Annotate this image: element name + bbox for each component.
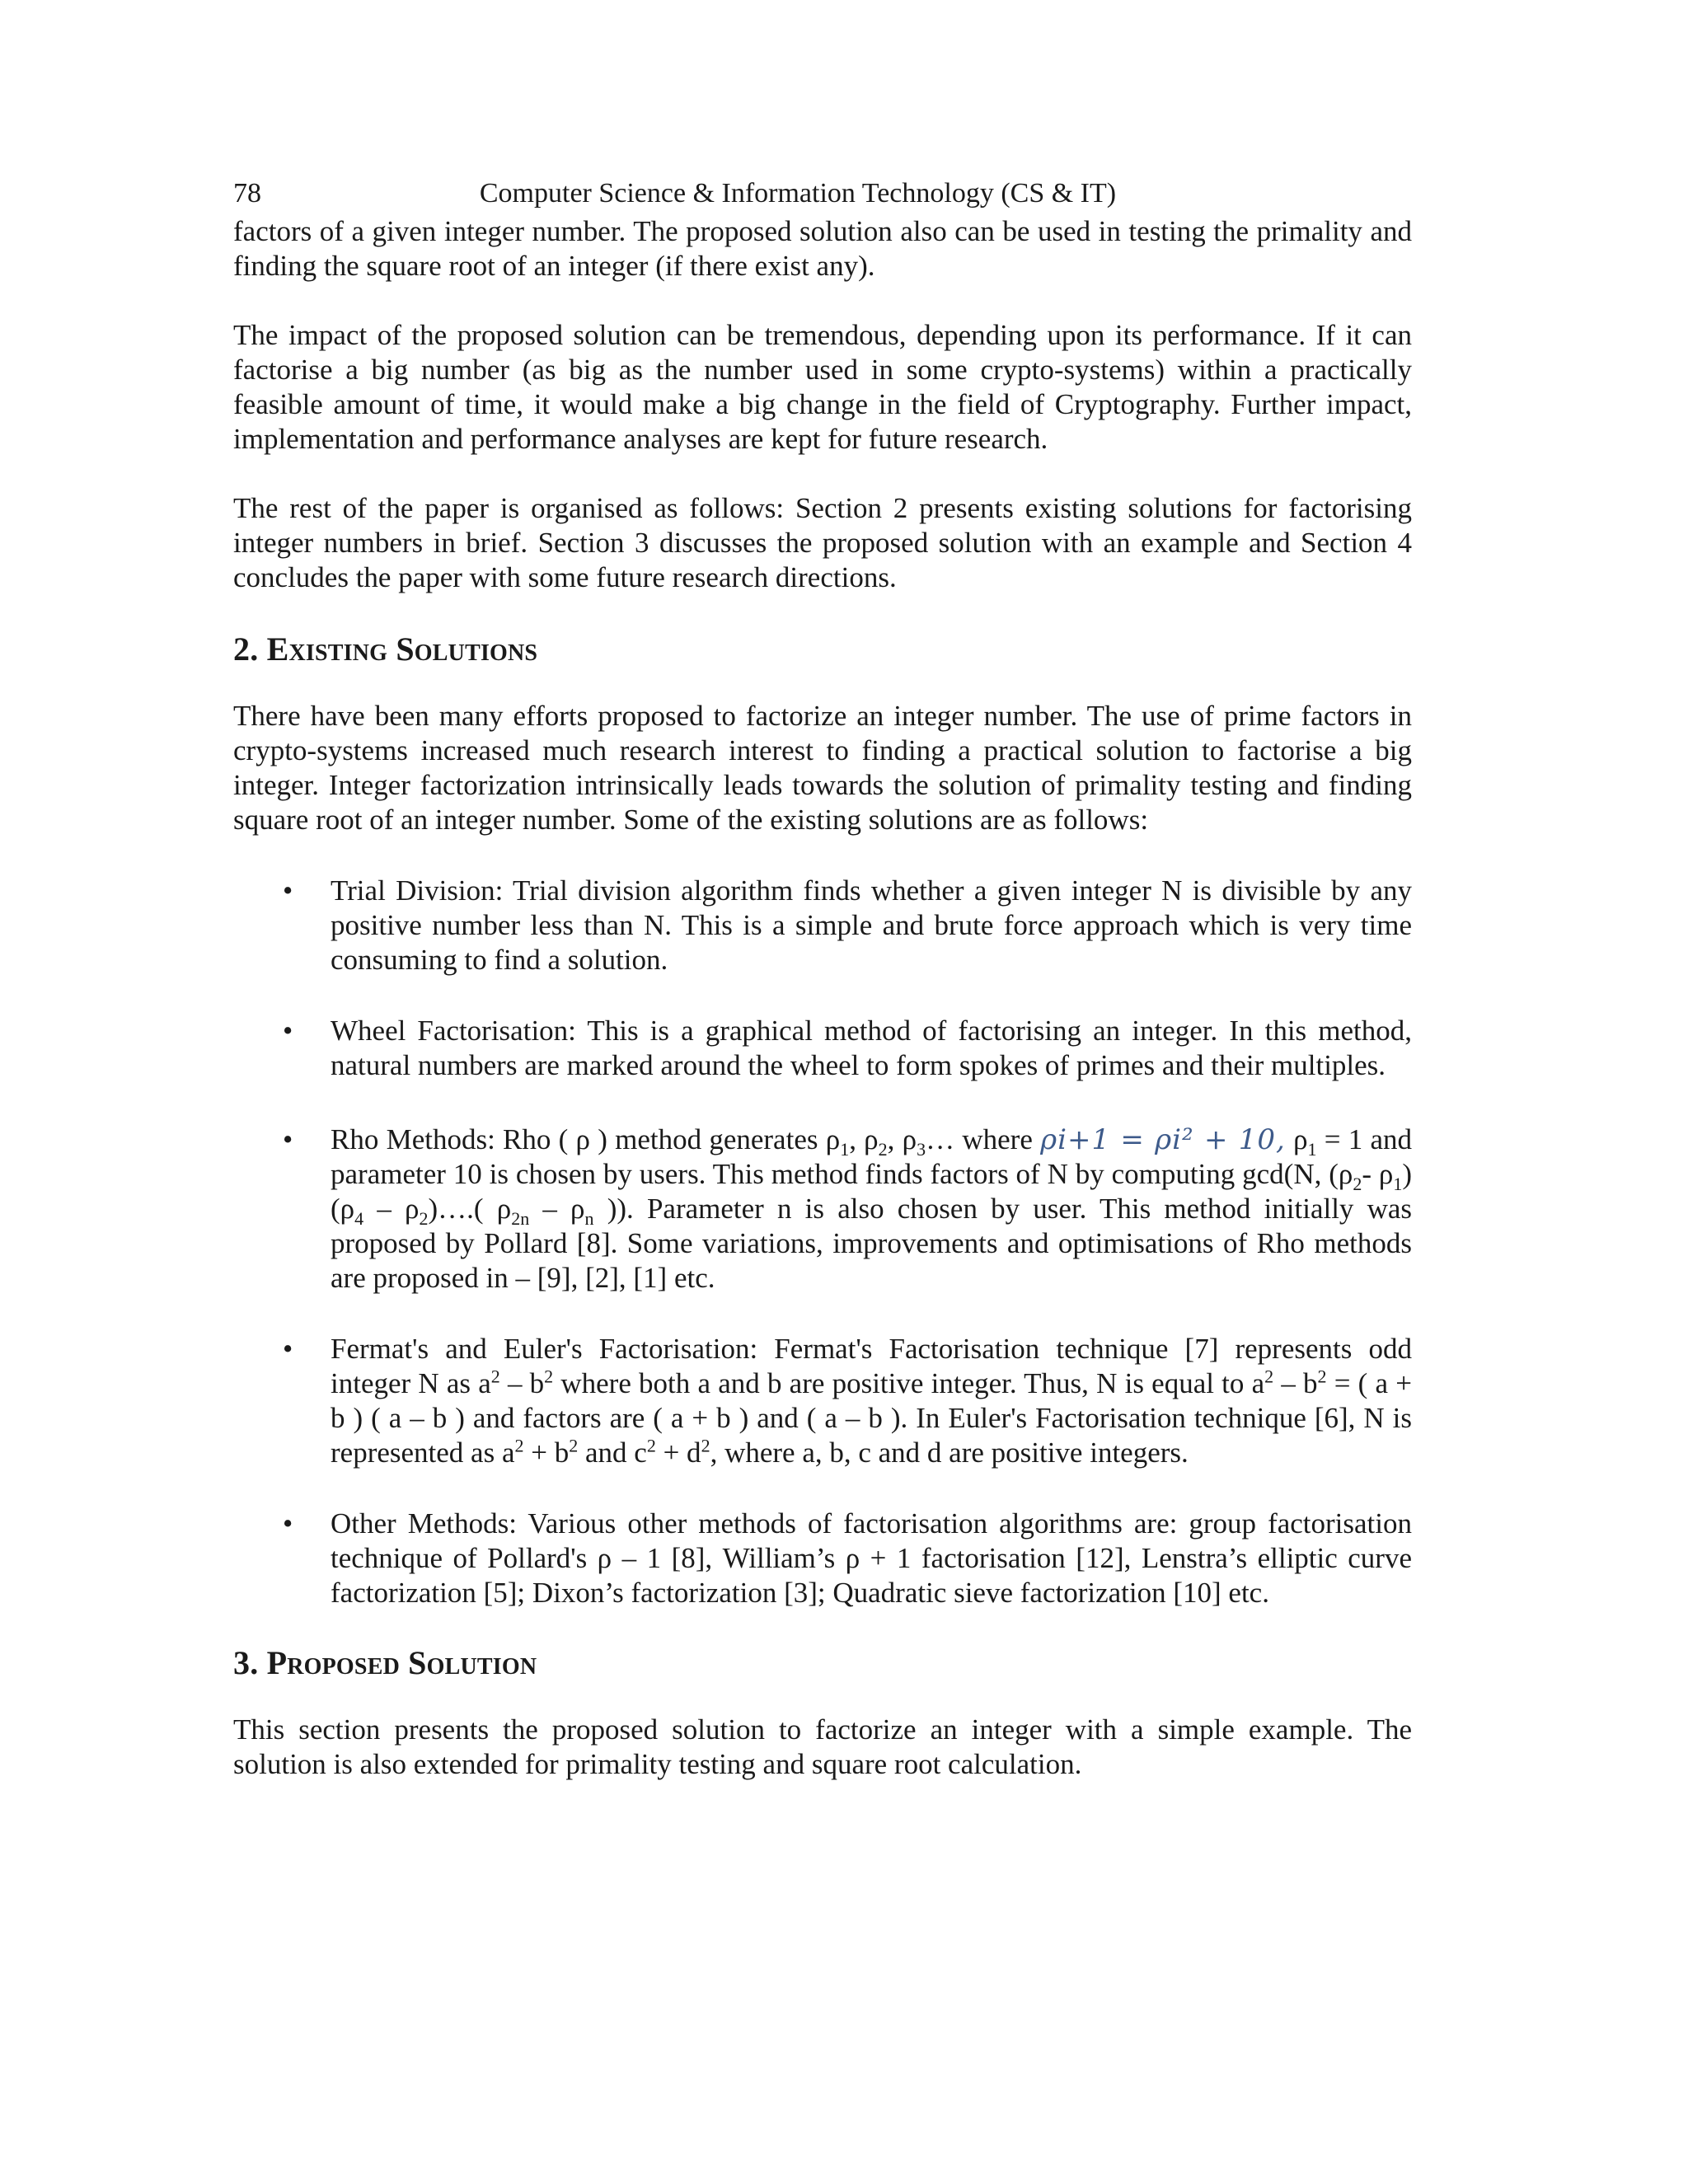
bullet-icon: •: [283, 1015, 293, 1047]
intro-paragraph-3: The rest of the paper is organised as follows: Section 2 presents existing solutions for factorising integer numbers in brief. Section 3 discusses the proposed solution with an example and Section 4 concludes the paper with some future research directions.: [233, 492, 1412, 593]
bullet-icon: •: [283, 874, 293, 907]
bullet-icon: •: [283, 1333, 293, 1365]
section-2-intro: There have been many efforts proposed to factorize an integer number. The use of prime factors in crypto-systems increased much research interest to finding a practical solution to factorise a big integer. Integer factorization intrinsically leads towards the solution of primality testing and finding square root of an integer number. Some of the existing solutions are as follows:: [233, 700, 1412, 836]
list-item-trial-division: • Trial Division: Trial division algorithm finds whether a given integer N is divisible by any positive number less than N. This is a simple and brute force approach which is very time consuming to find a solution.: [283, 874, 1412, 976]
intro-paragraph-2: The impact of the proposed solution can be tremendous, depending upon its performance. If it can factorise a big number (as big as the number used in some crypto-systems) within a practically feasible amount of time, it would make a big change in the field of Cryptography. Further impact, implementation and performance analyses are kept for future research.: [233, 319, 1412, 455]
page-number: 78: [233, 178, 261, 209]
section-3-intro: This section presents the proposed solution to factorize an integer with a simple example. The solution is also extended for primality testing and square root calculation.: [233, 1713, 1412, 1780]
intro-paragraph-1: factors of a given integer number. The proposed solution also can be used in testing the primality and finding the square root of an integer (if there exist any).: [233, 215, 1412, 282]
paper-page: [233, 173, 1412, 1782]
bullet-icon: •: [283, 1507, 293, 1540]
list-item-other-methods: • Other Methods: Various other methods of factorisation algorithms are: group factorisation technique of Pollard's ρ – 1 [8], William’s ρ + 1 factorisation [12], Lenstra’s elliptic curve factorization [5]; Dixon’s factorization [3]; Quadratic sieve factorization [10] etc.: [283, 1507, 1412, 1609]
rho-recurrence-formula: ρi+1 = ρi² + 10,: [1040, 1123, 1286, 1156]
list-item-wheel-factorisation: • Wheel Factorisation: This is a graphical method of factorising an integer. In this method, natural numbers are marked around the wheel to form spokes of primes and their multiples.: [283, 1015, 1412, 1081]
list-item-rho-methods: • Rho Methods: Rho ( ρ ) method generates $\rho_1$, $\rho_2$, $\rho_3\dots$ where ρi+1 = ρi² + 10, $\rho_1 = 1$ and parameter 10 is chosen by users. This method finds factors of N by computing gcd(N, ($\rho_2-$ $\rho_1$) ($\rho_4$ – $\rho_2)\dots$.( $\rho_{2n} - \rho_n$ )). Parameter n is also chosen by user. This method initially was proposed by Pollard [8]. Some variations, improvements and optimisations of Rho methods are proposed in – [9], [2], [1] etc.: [283, 1123, 1413, 1294]
bullet-icon: •: [283, 1123, 293, 1155]
list-item-fermat-euler: • Fermat's and Euler's Factorisation: Fermat's Factorisation technique [7] represents odd integer N as $a^2 - b^2$ where both a and b are positive integer. Thus, N is equal to $a^2 - b^2$ = ( a + b ) ( a – b ) and factors are ( a + b ) and ( a – b ). In Euler's Factorisation technique [6], N is represented as $a^2 + b^2$ and $c^2 + d^2$, where a, b, c and d are positive integers.: [283, 1333, 1413, 1469]
journal-title: Computer Science & Information Technology (CS & IT): [479, 178, 1117, 209]
running-header: [233, 173, 1412, 214]
section-3-heading: 3. Proposed Solution: [233, 1644, 537, 1681]
section-2-heading: 2. Existing Solutions: [233, 630, 538, 668]
existing-solutions-list: [233, 874, 1412, 1610]
